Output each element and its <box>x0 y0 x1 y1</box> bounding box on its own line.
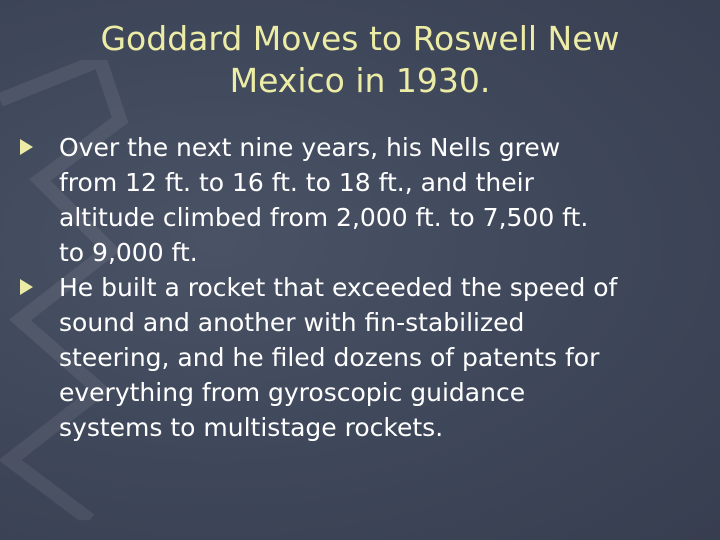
triangle-right-icon <box>20 139 33 155</box>
bullet-text-line: to 9,000 ft. <box>59 238 198 267</box>
slide-title <box>40 18 680 102</box>
bullet-text-line: systems to multistage rockets. <box>59 413 444 442</box>
bullet-item <box>20 270 700 445</box>
bullet-text-line: altitude climbed from 2,000 ft. to 7,500 ft. <box>59 203 589 232</box>
bullet-text-line: sound and another with fin-stabilized <box>59 308 525 337</box>
triangle-right-icon <box>20 279 33 295</box>
bullet-text-line: from 12 ft. to 16 ft. to 18 ft., and their <box>59 168 534 197</box>
bullet-text-line: steering, and he filed dozens of patents for <box>59 343 600 372</box>
bullet-text-line: everything from gyroscopic guidance <box>59 378 526 407</box>
bullet-item <box>20 130 700 270</box>
bullet-text-line: Over the next nine years, his Nells grew <box>59 133 561 162</box>
title-line: Mexico in 1930. <box>229 61 491 100</box>
title-line: Goddard Moves to Roswell New <box>100 19 620 58</box>
bullet-list <box>20 130 700 445</box>
bullet-text-line: He built a rocket that exceeded the speed of <box>59 273 618 302</box>
